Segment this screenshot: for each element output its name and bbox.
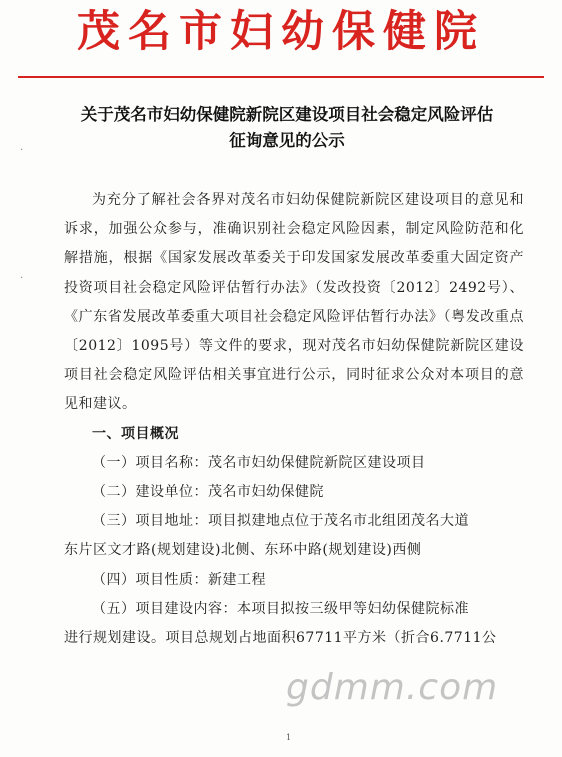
document-title-line-1: 关于茂名市妇幼保健院新院区建设项目社会稳定风险评估 xyxy=(80,105,494,124)
masthead-org-name: 茂名市妇幼保健院 xyxy=(77,7,485,57)
item-nature: （四）项目性质：新建工程 xyxy=(92,571,266,588)
document-title xyxy=(40,102,534,154)
item-content-line-1: （五）项目建设内容：本项目拟按三级甲等妇幼保健院标准 xyxy=(92,600,469,617)
item-address-line-2: 东片区文才路(规划建设)北侧、东环中路(规划建设)西侧 xyxy=(64,542,422,559)
scan-speck: · xyxy=(20,145,24,156)
item-project-name: （一）项目名称：茂名市妇幼保健院新院区建设项目 xyxy=(92,454,426,471)
site-watermark: gdmm.com xyxy=(286,667,499,708)
scan-speck: · xyxy=(20,273,24,284)
masthead-red-rule xyxy=(18,76,544,78)
document-title-line-2: 征询意见的公示 xyxy=(229,131,345,150)
document-body xyxy=(64,186,524,653)
item-address-line-1: （三）项目地址：项目拟建地点位于茂名市北组团茂名大道 xyxy=(92,513,469,530)
item-content-line-2: 进行规划建设。项目总规划占地面积67711平方米（折合6.7711公 xyxy=(64,630,497,647)
page-number: 1 xyxy=(286,733,292,742)
intro-paragraph: 为充分了解社会各界对茂名市妇幼保健院新院区建设项目的意见和诉求，加强公众参与，准确识别社会稳定风险因素，制定风险防范和化解措施，根据《国家发展改革委关于印发国家发展改革委重大固定资产投资项目社会稳定风险评估暂行办法》（发改投资〔2012〕2492号）、《广东省发展改革委重大项目社会稳定风险评估暂行办法》（粤发改重点〔2012〕1095号）等文件的要求，现对茂名市妇幼保健院新院区建设项目社会稳定风险评估相关事宜进行公示，同时征求公众对本项目的意见和建议。 xyxy=(64,192,524,413)
section-heading-overview: 一、项目概况 xyxy=(92,425,179,442)
item-builder: （二）建设单位：茂名市妇幼保健院 xyxy=(92,484,324,501)
